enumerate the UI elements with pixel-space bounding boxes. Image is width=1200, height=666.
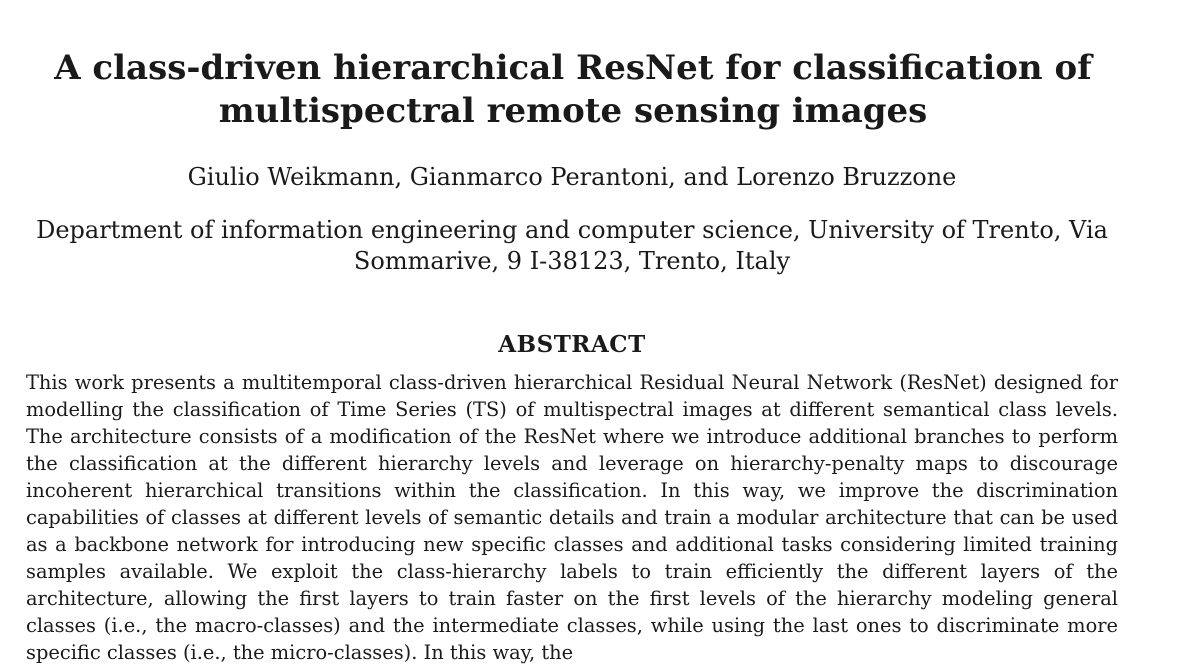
abstract-heading: ABSTRACT [498,331,646,358]
affiliation-line-1: Department of information engineering and computer science, University of Trento, Via [36,216,1108,244]
affiliation-line-2: Sommarive, 9 I-38123, Trento, Italy [353,247,791,275]
abstract-text: This work presents a multitemporal class-driven hierarchical Residual Neural Network (ResNet) designed for modelling the classification of Time Series (TS) of multispectral images at different semantical class levels. The architecture consists of a modification of the ResNet where we introduce additional branches to perform the classification at the different hierarchy levels and leverage on hierarchy-penalty maps to discourage incoherent hierarchical transitions within the classification. In this way, we improve the discrimination capabilities of classes at different levels of semantic details and train a modular architecture that can be used as a backbone network for introducing new specific classes and additional tasks considering limited training samples available. We exploit the class-hierarchy labels to train efficiently the different layers of the architecture, allowing the first layers to train faster on the first levels of the hierarchy modeling general classes (i.e., the macro-classes) and the intermediate classes, while using the last ones to discriminate more specific classes (i.e., the micro-classes). In this way, the [26,371,1118,664]
paper-title-line-1: A class-driven hierarchical ResNet for classification of [54,48,1092,88]
paper-title-line-2: multispectral remote sensing images [218,91,928,131]
affiliation [0,215,1144,277]
paper-title [0,47,1146,133]
author-list: Giulio Weikmann, Gianmarco Perantoni, and Lorenzo Bruzzone [187,163,957,191]
